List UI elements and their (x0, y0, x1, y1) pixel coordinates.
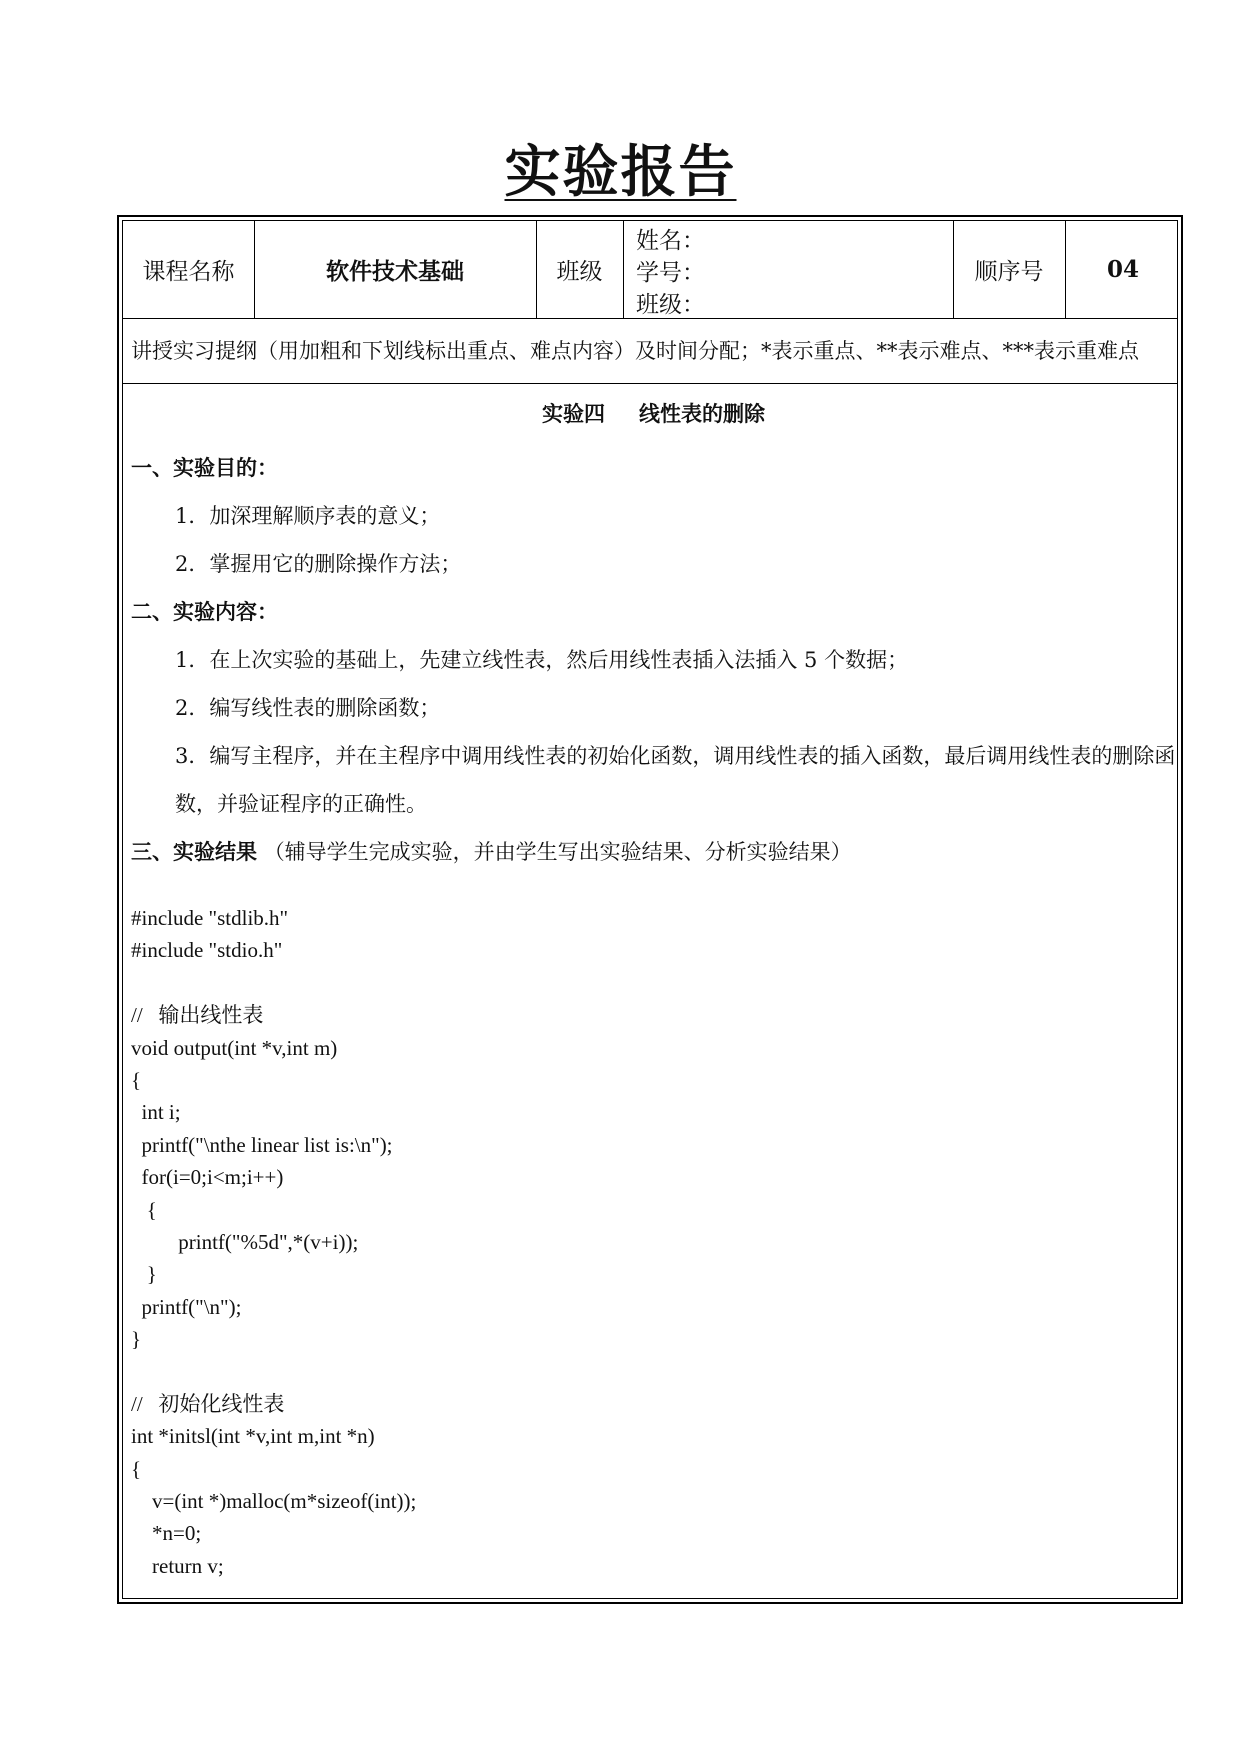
order-label: 顺序号 (974, 259, 1044, 285)
result-heading-row (131, 828, 1176, 876)
code-line: *n=0; (131, 1521, 202, 1546)
content-heading: 二、实验内容： (131, 599, 278, 624)
divider (623, 221, 624, 318)
experiment-topic: 线性表的删除 (639, 401, 765, 426)
experiment-number: 实验四 (542, 401, 605, 426)
report-title: 实验报告 (504, 139, 737, 205)
class-label: 班级 (556, 259, 603, 285)
code-line: { (131, 1067, 142, 1092)
course-name: 软件技术基础 (326, 258, 464, 285)
code-line: printf("\nthe linear list is:\n"); (131, 1132, 393, 1157)
report-table-inner (122, 220, 1178, 1599)
code-line: { (131, 1197, 157, 1222)
student-id-field: 学号： (636, 260, 705, 286)
code-block (131, 902, 1176, 1582)
purpose-item: 2．掌握用它的删除操作方法； (175, 552, 462, 576)
code-line: #include "stdlib.h" (131, 906, 289, 930)
code-line: // 输出线性表 (131, 1003, 264, 1028)
purpose-heading: 一、实验目的： (131, 455, 278, 480)
content-item: 2．编写线性表的删除函数； (175, 696, 441, 720)
purpose-item: 1．加深理解顺序表的意义； (175, 504, 441, 528)
course-label: 课程名称 (142, 259, 235, 285)
code-line: int *initsl(int *v,int m,int *n) (131, 1424, 375, 1449)
code-line: } (131, 1327, 142, 1352)
code-line: // 初始化线性表 (131, 1391, 285, 1416)
code-line: { (131, 1456, 142, 1481)
code-line: return v; (131, 1553, 224, 1578)
content-item: 1．在上次实验的基础上，先建立线性表，然后用线性表插入法插入 5 个数据； (175, 648, 909, 672)
code-line: int i; (131, 1100, 181, 1125)
experiment-body (131, 383, 1176, 1582)
result-note: （辅导学生完成实验，并由学生写出实验结果、分析实验结果） (263, 840, 852, 864)
code-line: printf("\n"); (131, 1294, 242, 1319)
code-line: } (131, 1262, 157, 1287)
code-line: for(i=0;i<m;i++) (131, 1165, 284, 1190)
code-line (131, 1355, 1176, 1387)
result-heading: 三、实验结果 (131, 839, 257, 864)
order-value: 04 (1106, 256, 1139, 283)
content-item: 3．编写主程序，并在主程序中调用线性表的初始化函数，调用线性表的插入函数，最后调用线性表的删除函数，并验证程序的正确性。 (175, 744, 1176, 816)
outline-description: 讲授实习提纲（用加粗和下划线标出重点、难点内容）及时间分配；*表示重点、**表示难点、***表示重难点 (131, 339, 1139, 363)
student-info (636, 225, 705, 321)
class-field: 班级： (636, 292, 705, 318)
code-line: void output(int *v,int m) (131, 1035, 338, 1060)
code-line: #include "stdio.h" (131, 938, 283, 963)
experiment-title (131, 398, 1176, 434)
divider (123, 318, 1177, 319)
report-table (117, 215, 1183, 1604)
report-title-container (0, 128, 1241, 208)
code-line: printf("%5d",*(v+i)); (131, 1229, 359, 1254)
name-field: 姓名： (636, 228, 705, 254)
code-line: v=(int *)malloc(m*sizeof(int)); (131, 1489, 417, 1514)
code-line (131, 967, 1176, 999)
